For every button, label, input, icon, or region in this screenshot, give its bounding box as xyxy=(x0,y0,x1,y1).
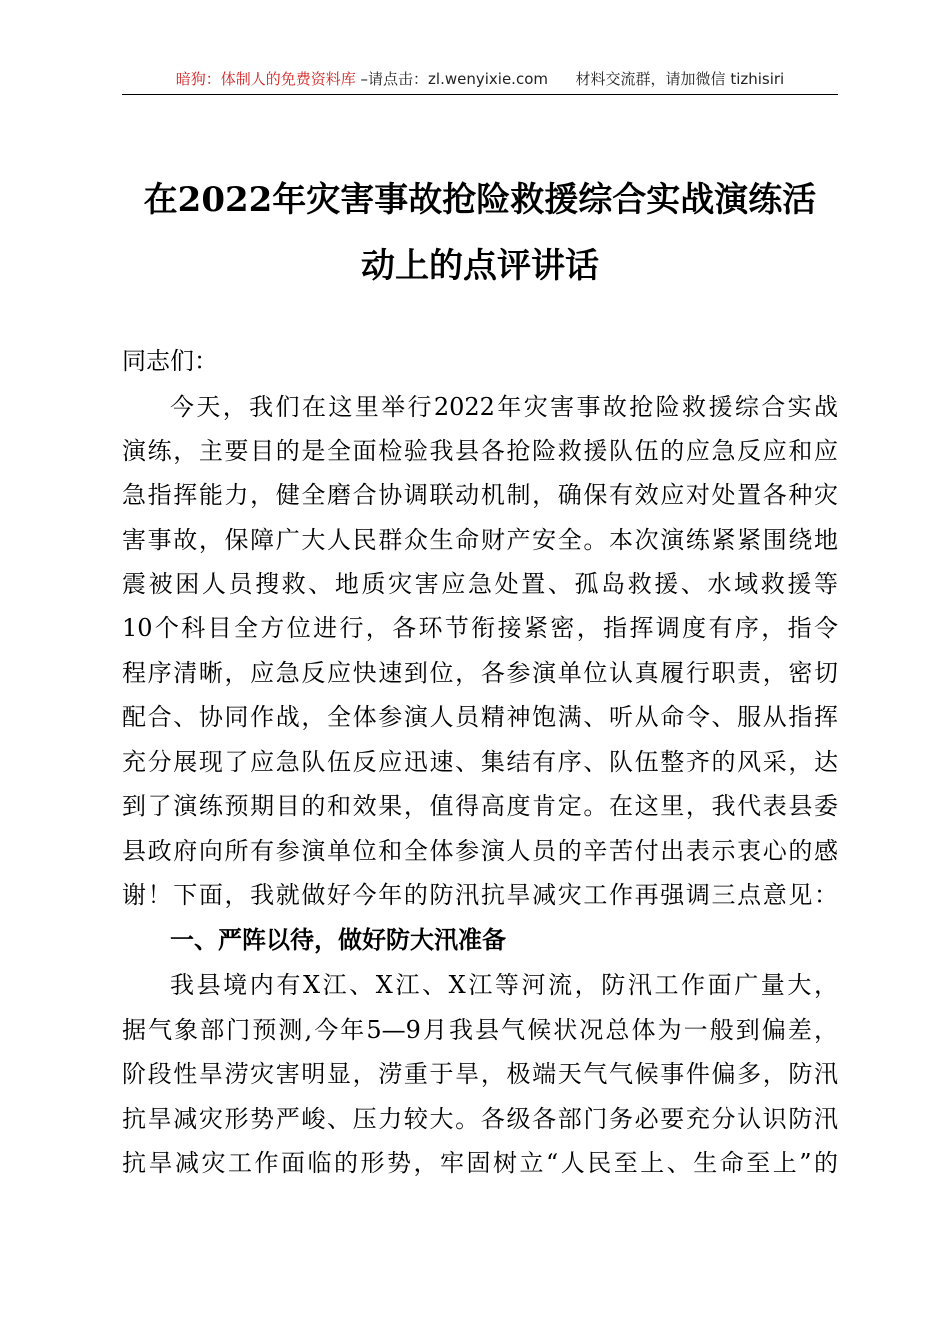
paragraph-line: 抗旱减灾工作面临的形势，牢固树立“人民至上、生命至上”的 xyxy=(122,1149,838,1177)
paragraph-line: 今天，我们在这里举行2022年灾害事故抢险救援综合实战 xyxy=(170,393,838,421)
header-contact: 材料交流群，请加微信 tizhisiri xyxy=(575,70,785,88)
document-title-line-1: 在2022年灾害事故抢险救援综合实战演练活 xyxy=(143,180,817,220)
paragraph-line: 抗旱减灾形势严峻、压力较大。各级各部门务必要充分认识防汛 xyxy=(122,1105,838,1133)
paragraph-line: 急指挥能力，健全磨合协调联动机制，确保有效应对处置各种灾 xyxy=(122,481,838,509)
header-site-link[interactable]: –请点击：zl.wenyixie.com xyxy=(360,70,548,88)
page-header xyxy=(122,66,838,95)
section-heading-1: 一、严阵以待，做好防大汛准备 xyxy=(170,926,506,954)
paragraph-line: 阶段性旱涝灾害明显，涝重于旱，极端天气气候事件偏多，防汛 xyxy=(122,1060,838,1088)
paragraph-line: 10个科目全方位进行，各环节衔接紧密，指挥调度有序，指令 xyxy=(122,614,838,642)
header-site-name: 暗狗：体制人的免费资料库 xyxy=(175,70,356,88)
paragraph-line: 县政府向所有参演单位和全体参演人员的辛苦付出表示衷心的感 xyxy=(122,837,838,865)
paragraph-line: 我县境内有X江、X江、X江等河流，防汛工作面广量大， xyxy=(170,971,838,999)
paragraph-line: 震被困人员搜救、地质灾害应急处置、孤岛救援、水域救援等 xyxy=(122,570,838,598)
paragraph-line: 程序清晰，应急反应快速到位，各参演单位认真履行职责，密切 xyxy=(122,659,838,687)
paragraph-line: 据气象部门预测,今年5—9月我县气候状况总体为一般到偏差， xyxy=(122,1016,838,1044)
paragraph-line: 到了演练预期目的和效果，值得高度肯定。在这里，我代表县委 xyxy=(122,792,838,820)
paragraph-line: 配合、协同作战，全体参演人员精神饱满、听从命令、服从指挥 xyxy=(122,703,838,731)
paragraph-line: 充分展现了应急队伍反应迅速、集结有序、队伍整齐的风采，达 xyxy=(122,748,838,776)
document-title-line-2: 动上的点评讲话 xyxy=(361,246,599,286)
paragraph-line: 害事故，保障广大人民群众生命财产安全。本次演练紧紧围绕地 xyxy=(122,526,838,554)
paragraph-line: 演练，主要目的是全面检验我县各抢险救援队伍的应急反应和应 xyxy=(122,437,838,465)
paragraph-line: 谢！下面，我就做好今年的防汛抗旱减灾工作再强调三点意见： xyxy=(122,881,838,909)
salutation: 同志们： xyxy=(122,347,218,375)
